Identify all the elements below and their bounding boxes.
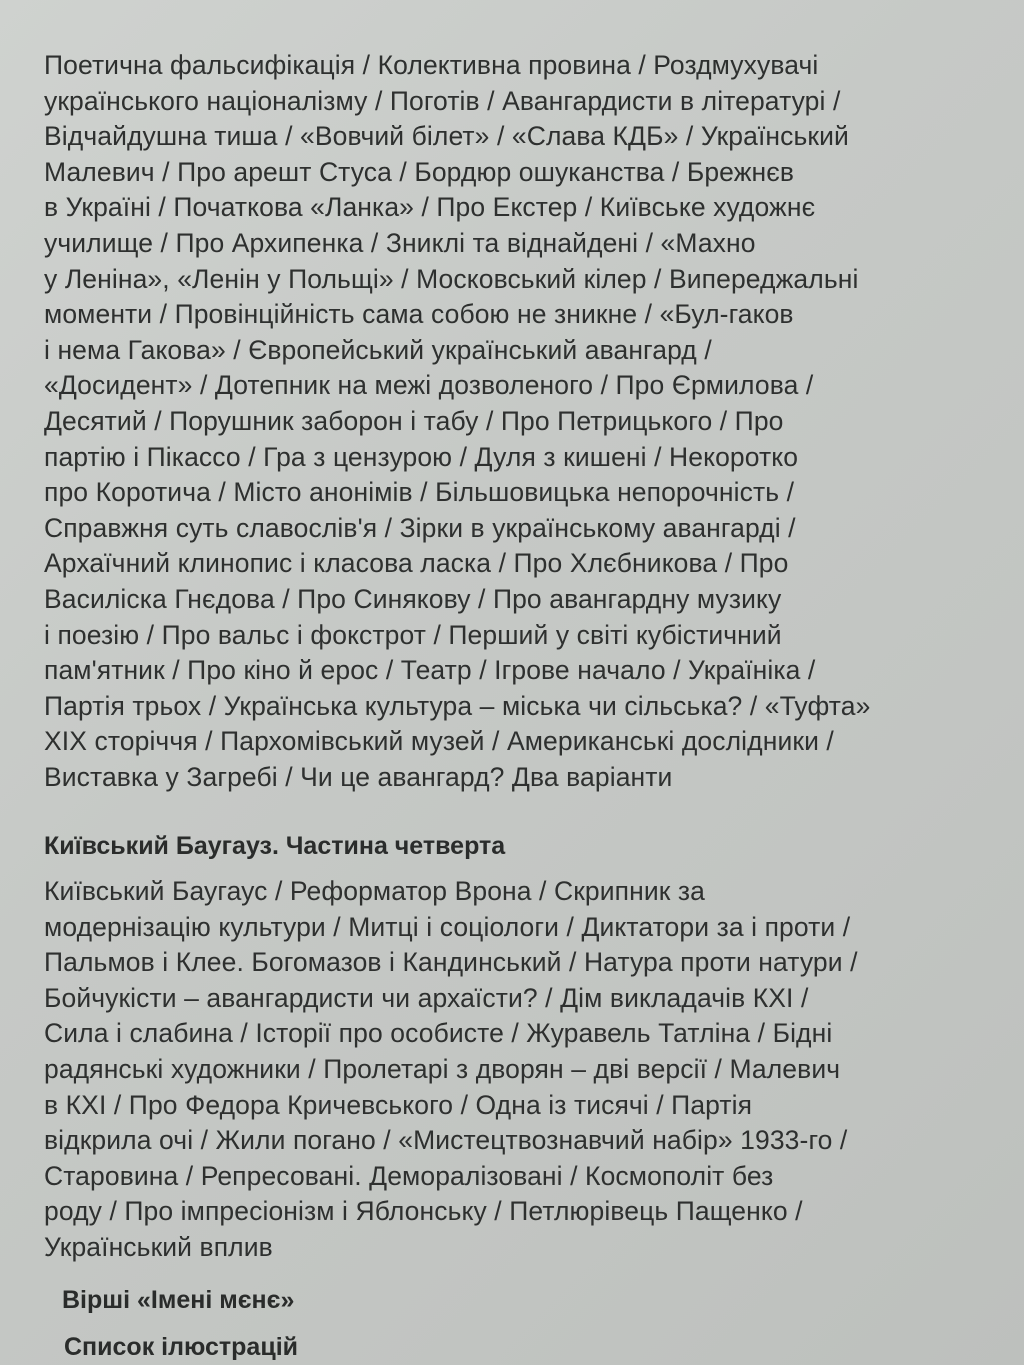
contents-line: Справжня суть славослів'я / Зірки в українському авангарді / [44, 512, 796, 543]
contents-line: моменти / Провінційність сама собою не зникне / «Бул-гаков [44, 299, 794, 330]
illustrations-heading: Список ілюстрацій [64, 1333, 299, 1361]
section-4-heading: Київський Баугауз. Частина четверта [44, 832, 506, 860]
contents-line: в Україні / Початкова «Ланка» / Про Екстер / Київське художнє [44, 192, 816, 223]
contents-line: Василіска Гнєдова / Про Синякову / Про авангардну музику [44, 583, 782, 614]
section-3-contents [44, 48, 1004, 795]
contents-line: пам'ятник / Про кіно й ерос / Театр / Ігрове начало / Україніка / [44, 655, 816, 686]
contents-line: партію і Пікассо / Гра з цензурою / Дуля з кишені / Некоротко [44, 441, 799, 472]
contents-line: Пальмов і Клее. Богомазов і Кандинський / Натура проти натури / [44, 947, 858, 978]
contents-line: про Коротича / Місто анонімів / Більшовицька непорочність / [44, 477, 795, 508]
contents-line: Десятий / Порушник заборон і табу / Про Петрицького / Про [44, 405, 784, 436]
contents-line: училище / Про Архипенка / Зниклі та віднайдені / «Махно [44, 227, 756, 258]
contents-line: «Досидент» / Дотепник на межі дозволеного / Про Єрмилова / [44, 370, 814, 401]
contents-line: у Леніна», «Ленін у Польщі» / Московський кілер / Випереджальні [44, 263, 859, 294]
contents-line: і нема Гакова» / Європейський український авангард / [44, 334, 712, 365]
contents-line: Виставка у Загребі / Чи це авангард? Два варіанти [44, 761, 673, 792]
contents-line: модернізацію культури / Митці і соціологи / Диктатори за і проти / [44, 911, 851, 942]
contents-line: Старовина / Репресовані. Деморалізовані / Космополіт без [44, 1160, 774, 1191]
contents-line: Архаїчний клинопис і класова ласка / Про Хлєбникова / Про [44, 548, 789, 579]
poems-heading: Вірші «Імені мєнє» [62, 1286, 295, 1314]
contents-line: роду / Про імпресіонізм і Яблонську / Петлюрівець Пащенко / [44, 1196, 803, 1227]
contents-line: в КХІ / Про Федора Кричевського / Одна із тисячі / Партія [44, 1089, 753, 1120]
contents-line: Відчайдушна тиша / «Вовчий білет» / «Слава КДБ» / Український [44, 121, 849, 152]
contents-line: Малевич / Про арешт Стуса / Бордюр ошуканства / Брежнєв [44, 156, 795, 187]
section-4-contents [44, 874, 1004, 1266]
contents-line: Сила і слабина / Історії про особисте / Журавель Татліна / Бідні [44, 1018, 833, 1049]
contents-line: Київський Баугаус / Реформатор Врона / Скрипник за [44, 876, 705, 906]
contents-line: радянські художники / Пролетарі з дворян – дві версії / Малевич [44, 1053, 841, 1084]
contents-line: Бойчукісти – авангардисти чи архаїсти? / Дім викладачів КХІ / [44, 982, 809, 1013]
contents-line: Партія трьох / Українська культура – міська чи сільська? / «Туфта» [44, 690, 871, 721]
contents-line: і поезію / Про вальс і фокстрот / Перший у світі кубістичний [44, 619, 782, 650]
contents-line: відкрила очі / Жили погано / «Мистецтвознавчий набір» 1933-го / [44, 1125, 848, 1156]
contents-line: Поетична фальсифікація / Колективна провина / Роздмухувачі [44, 50, 819, 80]
contents-line: XIX сторіччя / Пархомівський музей / Американські дослідники / [44, 726, 834, 757]
contents-line: Український вплив [44, 1231, 273, 1262]
contents-line: українського націоналізму / Поготів / Авангардисти в літературі / [44, 85, 841, 116]
